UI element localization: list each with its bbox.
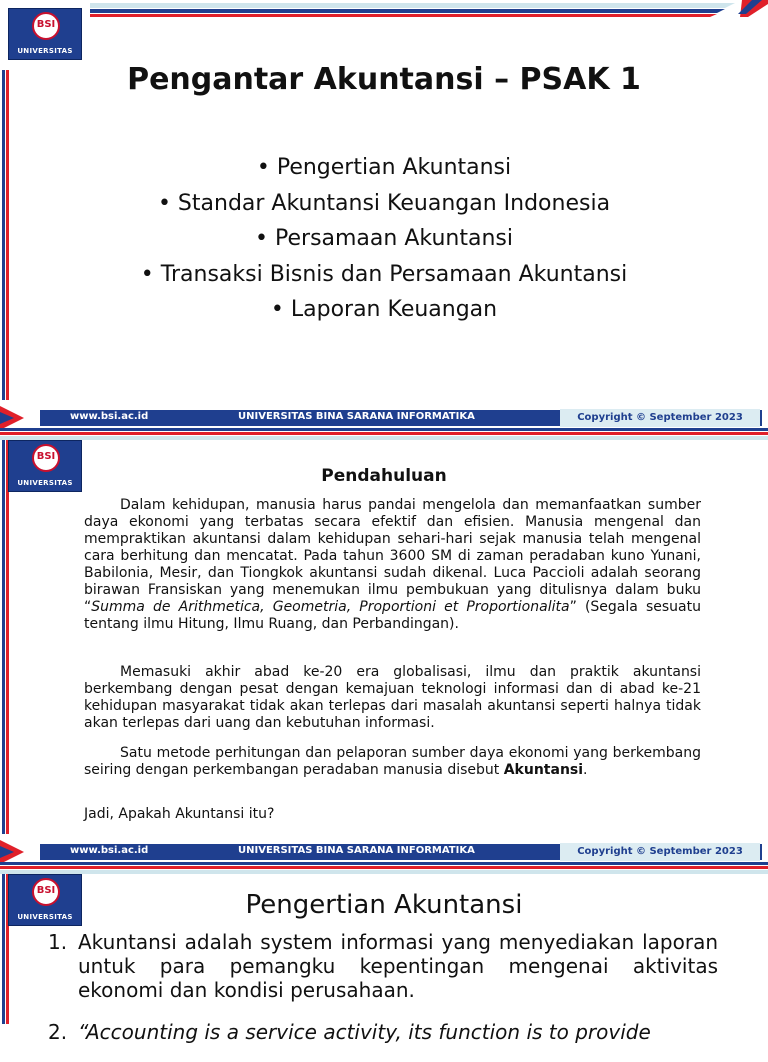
paragraph-2: Memasuki akhir abad ke-20 era globalisasi, ilmu dan praktik akuntansi berkembang dengan pesat dengan kemajuan teknologi informasi dan di abad ke-21 kehidupan masyarakat tidak akan terlepas dari masalah akuntansi seperti halnya tidak akan terlepas dari uang dan kebutuhan informasi.: [84, 664, 701, 731]
footer-university: UNIVERSITAS BINA SARANA INFORMATIKA: [238, 411, 475, 422]
topic-list: [0, 150, 768, 328]
logo-label: UNIVERSITAS: [17, 479, 73, 487]
bsi-seal-icon: BSI: [32, 444, 60, 472]
footer-university: UNIVERSITAS BINA SARANA INFORMATIKA: [238, 845, 475, 856]
footer-bar: [40, 844, 762, 860]
definition-item: 1. Akuntansi adalah system informasi yang menyediakan laporan untuk para pemangku kepentingan mengenai aktivitas ekonomi dan kondisi perusahaan.: [48, 930, 718, 1002]
topic-item: • Laporan Keuangan: [0, 292, 768, 328]
slide-title: Pengantar Akuntansi – PSAK 1: [127, 62, 641, 97]
topic-item: • Pengertian Akuntansi: [0, 150, 768, 186]
footer-stripes: [0, 428, 768, 440]
paragraph-1: Dalam kehidupan, manusia harus pandai mengelola dan memanfaatkan sumber daya ekonomi yang terbatas secara efektif dan efisien. Manusia mengenal dan mempraktikan akuntansi dalam kehidupan sehari-hari sejak manusia telah mengenal cara berhitung dan mencatat. Pada tahun 3600 SM di zaman peradaban kuno Yunani, Babilonia, Mesir, dan Tiongkok akuntansi sudah dikenal. Luca Paccioli adalah seorang birawan Fransiskan yang menemukan ilmu pembukuan yang ditulisnya dalam buku “Summa de Arithmetica, Geometria, Proportioni et Proportionalita” (Segala sesuatu tentang ilmu Hitung, Ilmu Ruang, dan Perbandingan).: [84, 497, 701, 632]
side-line-blue: [2, 440, 5, 834]
footer-website[interactable]: www.bsi.ac.id: [70, 411, 149, 422]
header-stripes: [0, 0, 768, 20]
bsi-seal-icon: BSI: [32, 878, 60, 906]
section-title: Pendahuluan: [321, 466, 447, 486]
footer-website[interactable]: www.bsi.ac.id: [70, 845, 149, 856]
footer-copyright: Copyright © September 2023: [560, 843, 760, 861]
logo-label: UNIVERSITAS: [17, 47, 73, 55]
slide-intro: [0, 0, 768, 402]
topic-item: • Persamaan Akuntansi: [0, 221, 768, 257]
topic-item: • Transaksi Bisnis dan Persamaan Akuntansi: [0, 257, 768, 293]
section-title: Pengertian Akuntansi: [245, 890, 523, 920]
side-line-red: [6, 440, 9, 834]
definition-list: [48, 930, 718, 1062]
footer-bar: [40, 410, 762, 426]
footer-stripes: [0, 862, 768, 874]
logo-label: UNIVERSITAS: [17, 913, 73, 921]
definition-item: 2. “Accounting is a service activity, its function is to provide: [48, 1020, 651, 1044]
slide-footer: [0, 402, 768, 442]
paragraph-3: Satu metode perhitungan dan pelaporan sumber daya ekonomi yang berkembang seiring dengan perkembangan peradaban manusia disebut Akuntansi.: [84, 745, 701, 778]
question-text: Jadi, Apakah Akuntansi itu?: [84, 806, 275, 822]
bsi-seal-icon: BSI: [32, 12, 60, 40]
topic-item: • Standar Akuntansi Keuangan Indonesia: [0, 186, 768, 222]
bsi-logo: [8, 8, 82, 60]
slide-footer: [0, 836, 768, 876]
footer-copyright: Copyright © September 2023: [560, 409, 760, 427]
